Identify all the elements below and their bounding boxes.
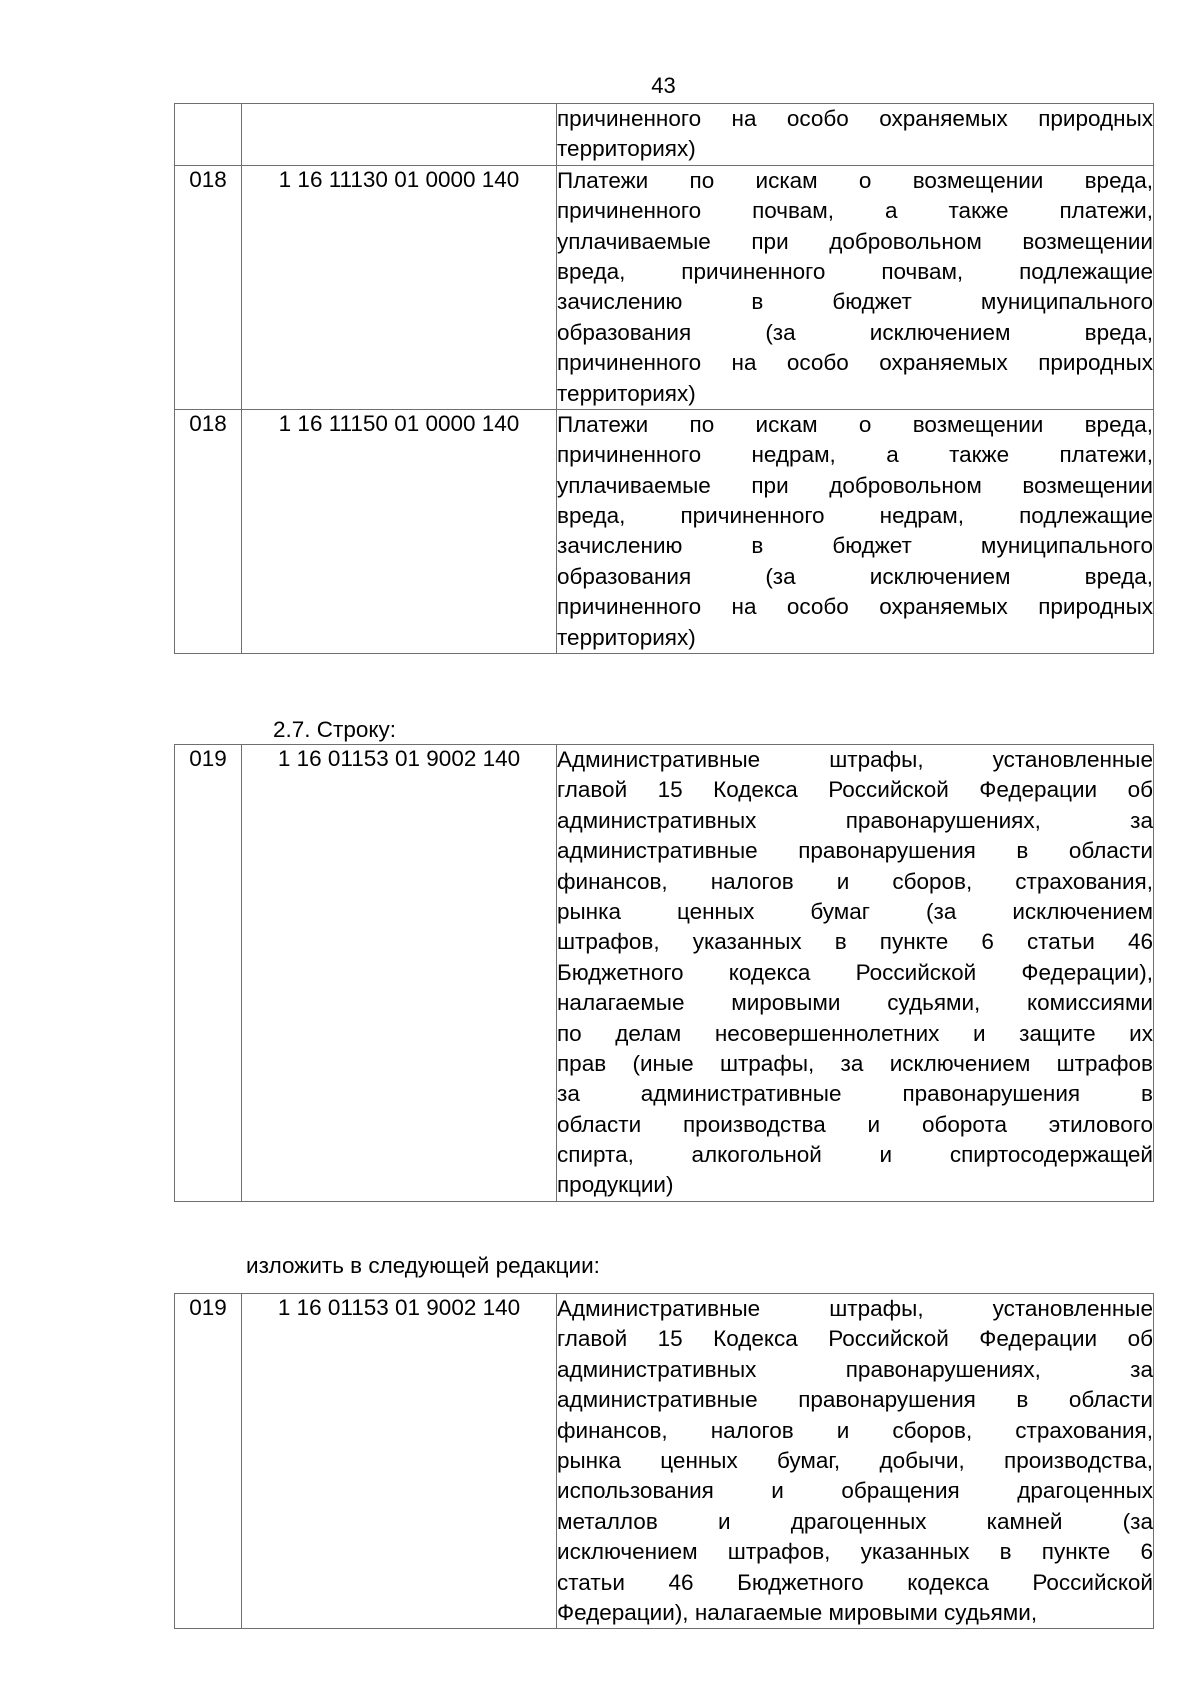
table-row: [175, 409, 1154, 653]
description-line: зачислению в бюджет муниципального: [557, 533, 1153, 559]
revenue-description-cell: [557, 1294, 1154, 1629]
admin-code-cell: [175, 104, 242, 166]
description-line: налагаемые мировыми судьями, комиссиями: [557, 990, 1153, 1016]
description-line: территориях): [557, 624, 696, 650]
description-line: рынка ценных бумаг (за исключением: [557, 898, 1153, 924]
description-line: Административные штрафы, установленные: [557, 747, 1153, 772]
description-line: штрафов, указанных в пункте 6 статьи 46: [557, 929, 1153, 955]
table-row: [175, 745, 1154, 1202]
table-body: [175, 1294, 1154, 1629]
table-row: [175, 104, 1154, 166]
description-line: статьи 46 Бюджетного кодекса Российской: [557, 1569, 1153, 1595]
revenue-description-cell: [557, 165, 1154, 409]
description-line: причиненного на особо охраняемых природных: [557, 106, 1153, 131]
description-line: причиненного на особо охраняемых природных: [557, 350, 1153, 376]
table-body: [175, 745, 1154, 1202]
description-line: области производства и оборота этилового: [557, 1111, 1153, 1137]
description-line: за административные правонарушения в: [557, 1081, 1153, 1107]
table-row: [175, 165, 1154, 409]
revenue-description-cell: [557, 745, 1154, 1202]
description-line: продукции): [557, 1172, 674, 1198]
description-line: территориях): [557, 136, 696, 162]
table-row: [175, 1294, 1154, 1629]
admin-code-cell: 019: [175, 1294, 242, 1629]
description-line: Федерации), налагаемые мировыми судьями,: [557, 1599, 1038, 1625]
description-line: Административные штрафы, установленные: [557, 1296, 1153, 1321]
budget-classification-code-cell: [242, 104, 557, 166]
paragraph-2-7: 2.7. Строку:: [273, 717, 396, 742]
description-line: административных правонарушениях, за: [557, 1356, 1153, 1382]
description-line: финансов, налогов и сборов, страхования,: [557, 1417, 1153, 1443]
description-line: причиненного недрам, а также платежи,: [557, 442, 1153, 468]
description-line: территориях): [557, 380, 696, 406]
page-number: 43: [651, 73, 676, 98]
description-line: образования (за исключением вреда,: [557, 563, 1153, 589]
description-line: вреда, причиненного недрам, подлежащие: [557, 503, 1153, 529]
budget-classification-code-cell: 1 16 11150 01 0000 140: [242, 409, 557, 653]
description-line: металлов и драгоценных камней (за: [557, 1508, 1153, 1534]
admin-code-cell: 019: [175, 745, 242, 1202]
description-line: административные правонарушения в области: [557, 1387, 1153, 1413]
description-line: по делам несовершеннолетних и защите их: [557, 1020, 1153, 1046]
original-row-table: [174, 744, 1154, 1202]
description-line: спирта, алкогольной и спиртосодержащей: [557, 1142, 1153, 1168]
description-line: зачислению в бюджет муниципального: [557, 289, 1153, 315]
description-line: использования и обращения драгоценных: [557, 1478, 1153, 1504]
description-line: административных правонарушениях, за: [557, 807, 1153, 833]
revenue-codes-table-continued: [174, 103, 1154, 654]
admin-code-cell: 018: [175, 165, 242, 409]
description-line: главой 15 Кодекса Российской Федерации об: [557, 777, 1153, 803]
revenue-description-cell: [557, 409, 1154, 653]
revenue-description-cell: [557, 104, 1154, 166]
budget-classification-code-cell: 1 16 11130 01 0000 140: [242, 165, 557, 409]
description-line: прав (иные штрафы, за исключением штрафов: [557, 1050, 1153, 1076]
description-line: уплачиваемые при добровольном возмещении: [557, 472, 1153, 498]
description-line: Бюджетного кодекса Российской Федерации),: [557, 959, 1153, 985]
description-line: Платежи по искам о возмещении вреда,: [557, 167, 1153, 193]
paragraph-restate: изложить в следующей редакции:: [246, 1253, 600, 1278]
description-line: административные правонарушения в области: [557, 838, 1153, 864]
admin-code-cell: 018: [175, 409, 242, 653]
table-body: [175, 104, 1154, 654]
description-line: главой 15 Кодекса Российской Федерации об: [557, 1326, 1153, 1352]
budget-classification-code-cell: 1 16 01153 01 9002 140: [242, 745, 557, 1202]
description-line: причиненного почвам, а также платежи,: [557, 198, 1153, 224]
description-line: вреда, причиненного почвам, подлежащие: [557, 258, 1153, 284]
description-line: рынка ценных бумаг, добычи, производства,: [557, 1447, 1153, 1473]
description-line: Платежи по искам о возмещении вреда,: [557, 411, 1153, 437]
description-line: финансов, налогов и сборов, страхования,: [557, 868, 1153, 894]
description-line: образования (за исключением вреда,: [557, 319, 1153, 345]
budget-classification-code-cell: 1 16 01153 01 9002 140: [242, 1294, 557, 1629]
restated-row-table: [174, 1293, 1154, 1629]
description-line: исключением штрафов, указанных в пункте 6: [557, 1539, 1153, 1565]
description-line: уплачиваемые при добровольном возмещении: [557, 228, 1153, 254]
description-line: причиненного на особо охраняемых природных: [557, 594, 1153, 620]
